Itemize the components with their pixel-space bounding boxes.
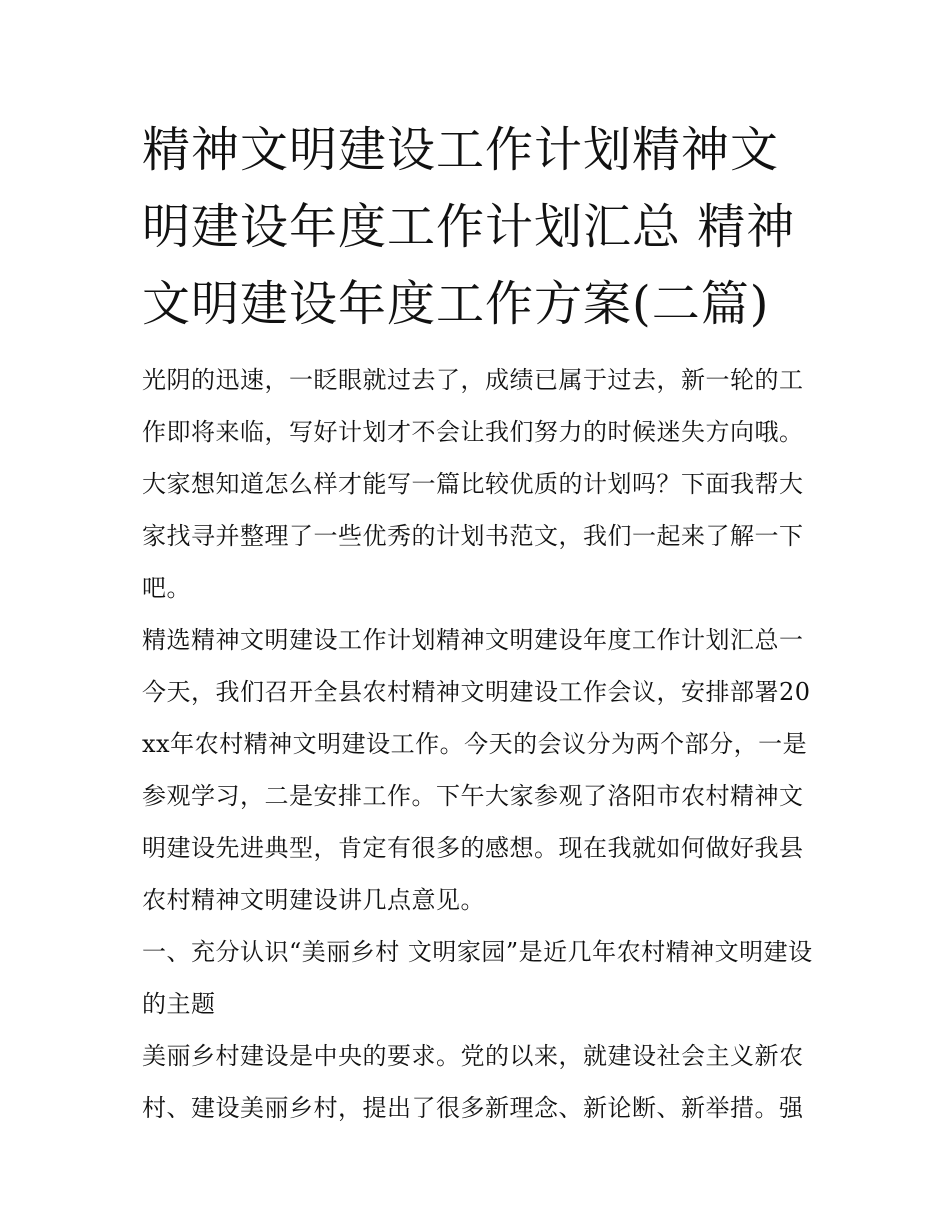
point-one-heading: 一、充分认识“美丽乡村 文明家园”是近几年农村精神文明建设的主题 [142,938,813,1018]
document-title: 精神文明建设工作计划精神文明建设年度工作计划汇总 精神文明建设年度工作方案(二篇) [142,122,796,332]
intro-paragraph: 光阴的迅速，一眨眼就过去了，成绩已属于过去，新一轮的工作即将来临，写好计划才不会让我们努力的时候迷失方向哦。大家想知道怎么样才能写一篇比较优质的计划吗？下面我帮大家找寻并整理了一些优秀的计划书范文，我们一起来了解一下吧。 [142,366,804,602]
beautiful-village-paragraph: 美丽乡村建设是中央的要求。党的以来，就建设社会主义新农村、建设美丽乡村，提出了很多新理念、新论断、新举措。强 [142,1042,804,1122]
meeting-paragraph: 今天，我们召开全县农村精神文明建设工作会议，安排部署20xx年农村精神文明建设工作。今天的会议分为两个部分，一是参观学习，二是安排工作。下午大家参观了洛阳市农村精神文明建设先进典型，肯定有很多的感想。现在我就如何做好我县农村精神文明建设讲几点意见。 [142,678,811,914]
document-body [142,354,822,1134]
section-heading-paragraph: 精选精神文明建设工作计划精神文明建设年度工作计划汇总一 [142,626,804,654]
